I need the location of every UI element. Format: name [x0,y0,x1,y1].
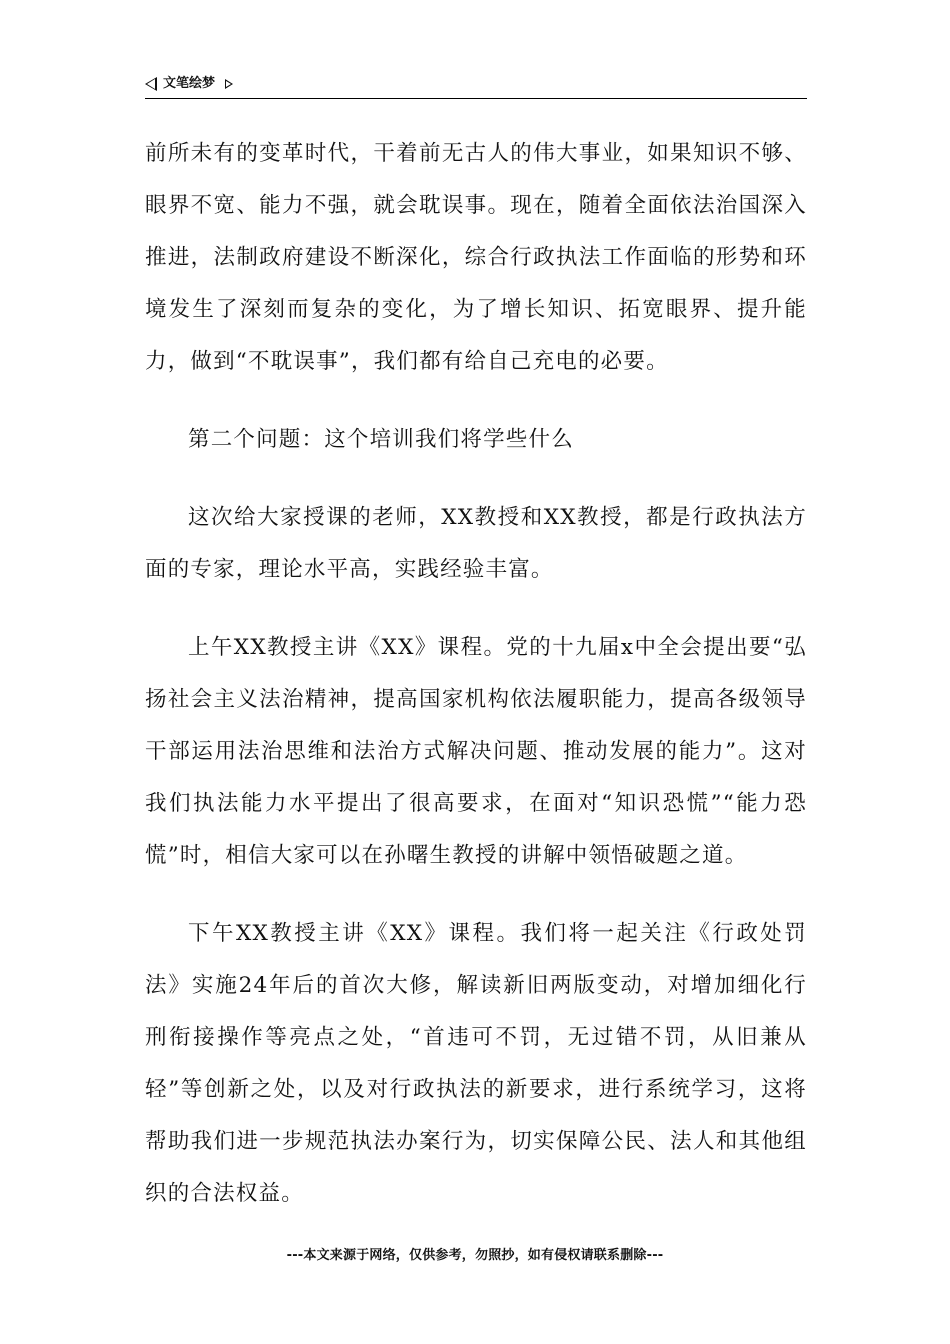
paragraph-afternoon-course: 下午XX教授主讲《XX》课程。我们将一起关注《行政处罚法》实施24年后的首次大修，解读新旧两版变动，对增加细化行刑衔接操作等亮点之处，“首违可不罚，无过错不罚，从旧兼从轻”等创新之处，以及对行政执法的新要求，进行系统学习，这将帮助我们进一步规范执法办案行为，切实保障公民、法人和其他组织的合法权益。 [145,921,807,1206]
paragraph-teachers: 这次给大家授课的老师，XX教授和XX教授，都是行政执法方面的专家，理论水平高，实践经验丰富。 [145,505,807,582]
footer-disclaimer: ---本文来源于网络，仅供参考，勿照抄，如有侵权请联系删除--- [286,1248,664,1263]
document-body [145,128,807,1220]
paragraph-continued: 前所未有的变革时代，干着前无古人的伟大事业，如果知识不够、眼界不宽、能力不强，就会耽误事。现在，随着全面依法治国深入推进，法制政府建设不断深化，综合行政执法工作面临的形势和环境发生了深刻而复杂的变化，为了增长知识、拓宽眼界、提升能力，做到“不耽误事”，我们都有给自己充电的必要。 [145,141,807,374]
header-brand [145,74,807,94]
paragraph-morning-course: 上午XX教授主讲《XX》课程。党的十九届x中全会提出要“弘扬社会主义法治精神，提高国家机构依法履职能力，提高各级领导干部运用法治思维和法治方式解决问题、推动发展的能力”。这对我们执法能力水平提出了很高要求，在面对“知识恐慌”“能力恐慌”时，相信大家可以在孙曙生教授的讲解中领悟破题之道。 [145,635,807,868]
triangle-right-icon [225,79,233,89]
triangle-left-icon [145,77,157,91]
page-header [145,74,807,98]
header-divider [145,98,807,99]
section-heading: 第二个问题：这个培训我们将学些什么 [188,427,574,452]
brand-label: 文笔绘梦 [163,76,216,91]
